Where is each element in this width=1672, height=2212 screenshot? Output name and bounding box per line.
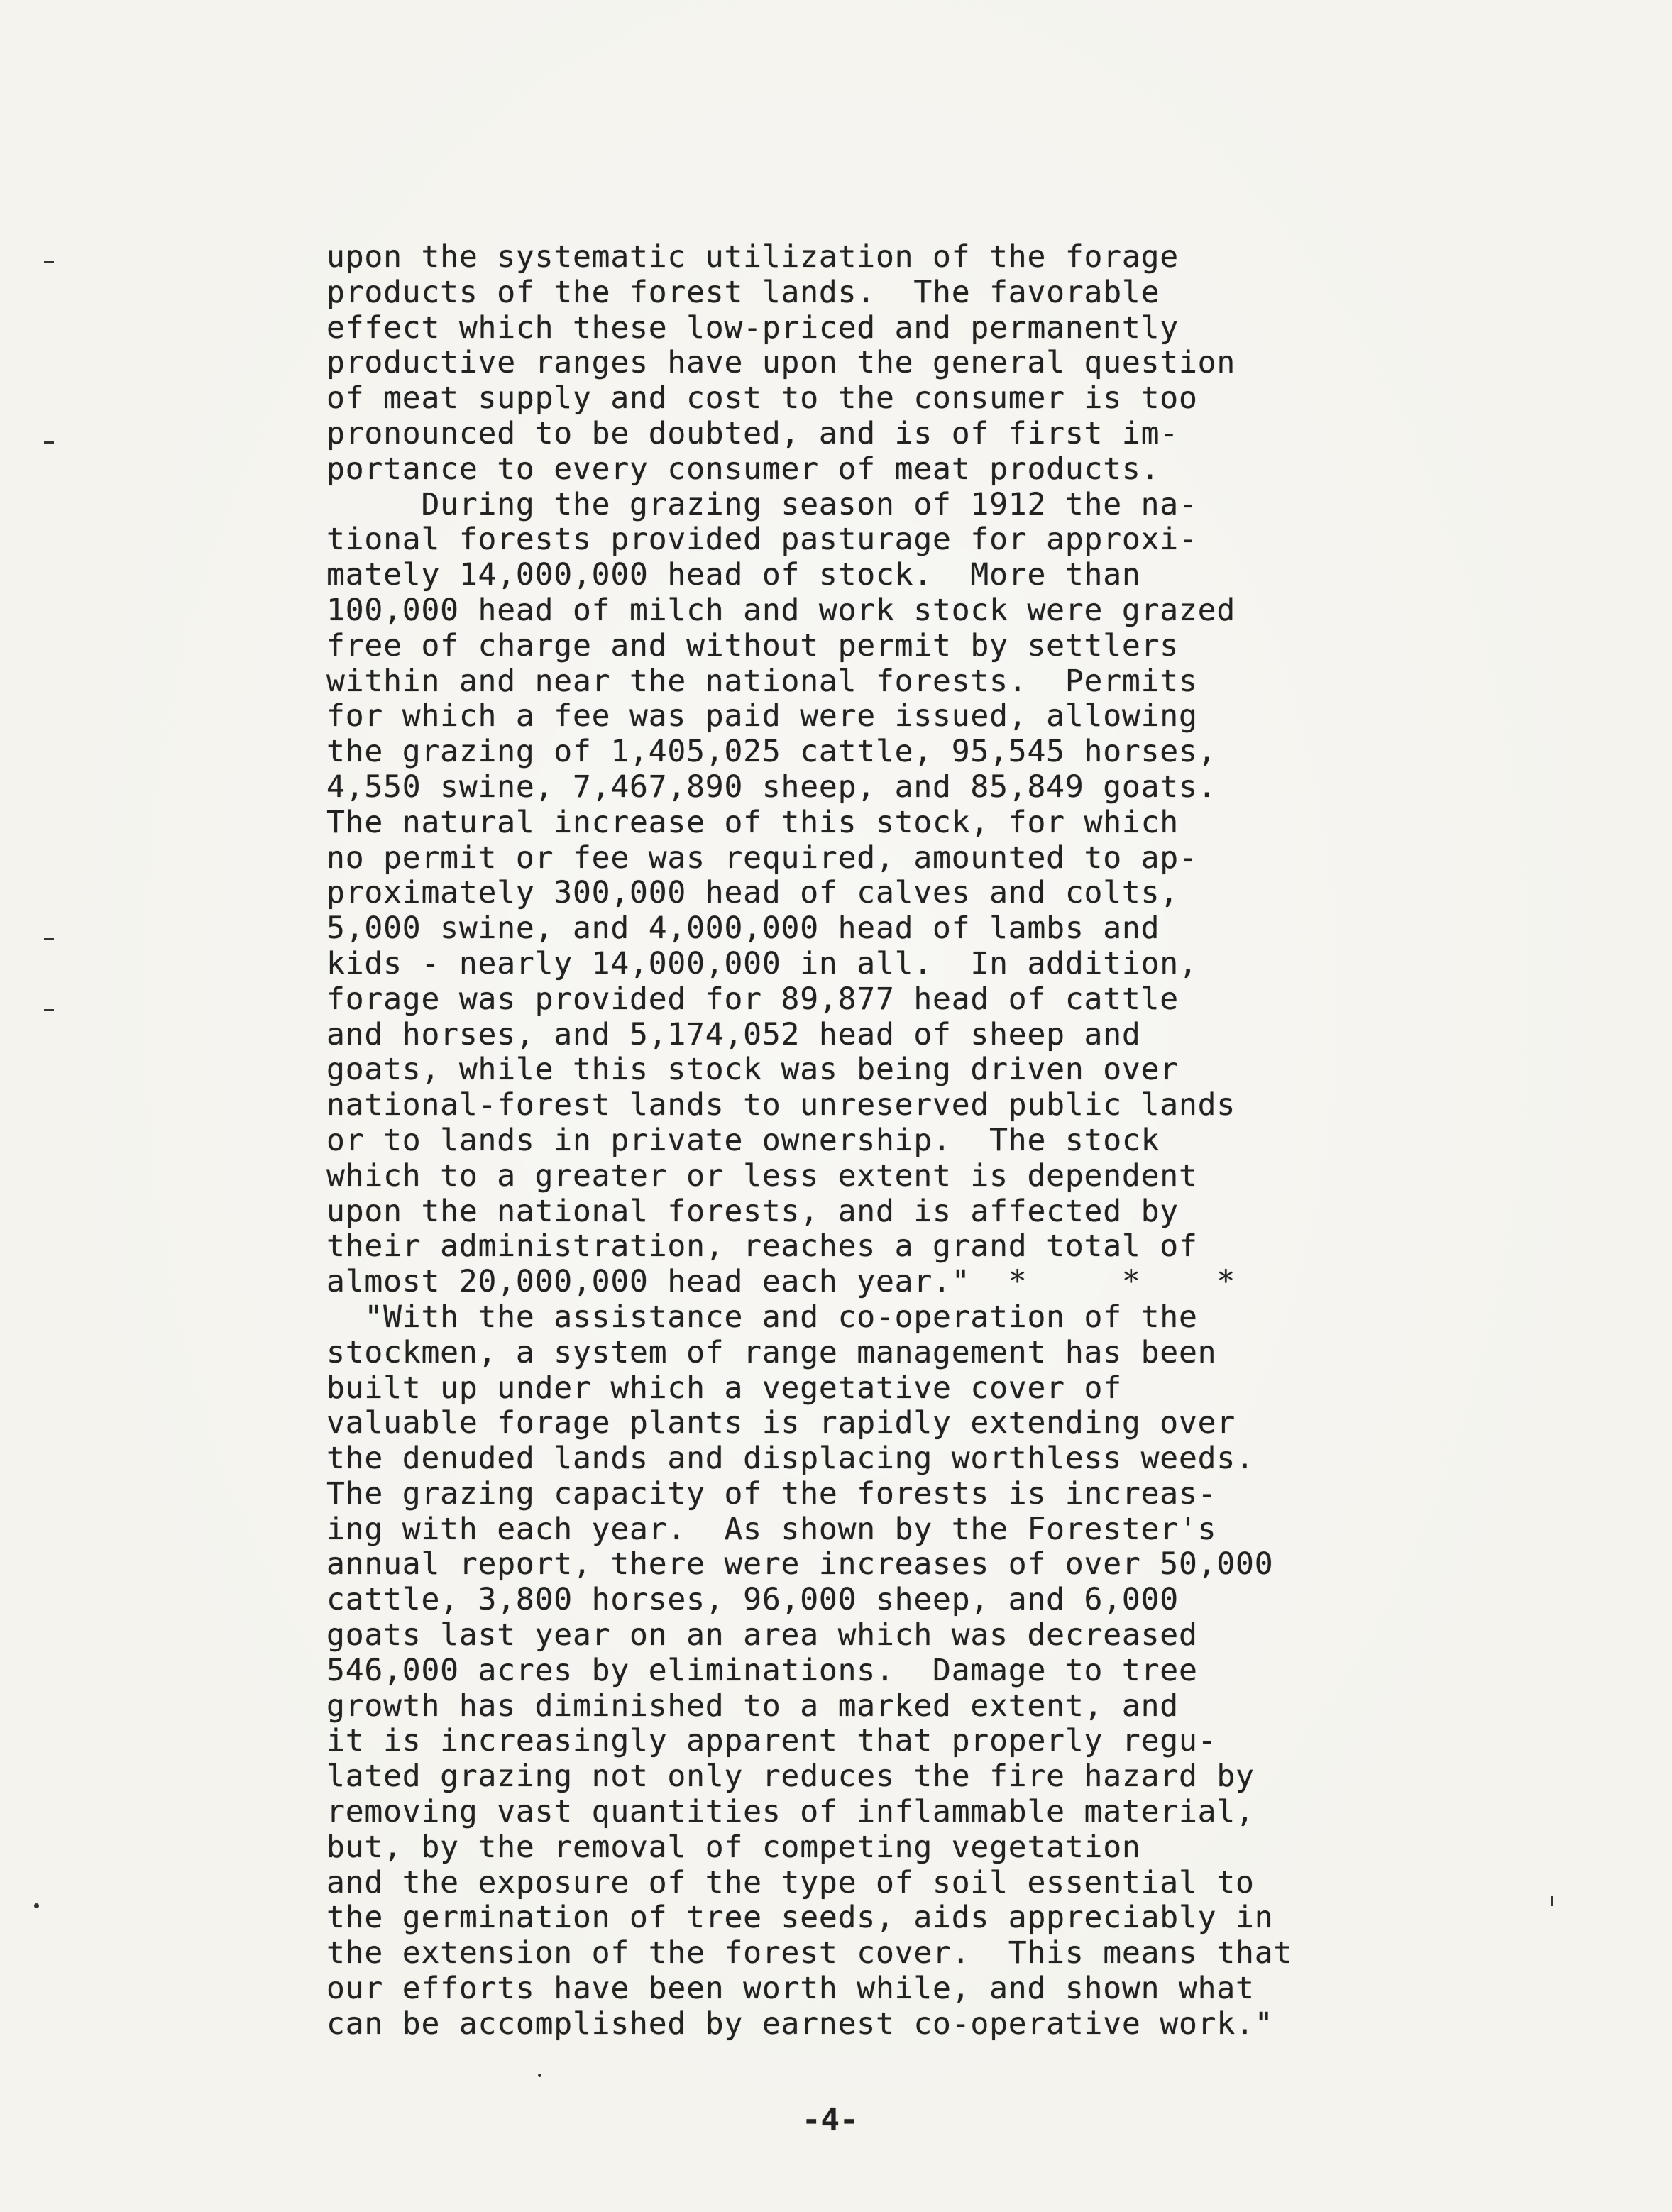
text-line: goats, while this stock was being driven over [326,1052,1179,1088]
text-line: productive ranges have upon the general question [326,345,1236,381]
text-line: of meat supply and cost to the consumer is too [326,380,1198,417]
typed-text-block [326,240,1434,2042]
text-line: removing vast quantities of inflammable material, [326,1794,1255,1830]
margin-mark [538,2074,541,2077]
text-line: 546,000 acres by eliminations. Damage to tree [326,1652,1198,1688]
text-line: During the grazing season of 1912 the na- [326,486,1198,522]
text-line: 100,000 head of milch and work stock were grazed [326,592,1236,628]
margin-mark [1551,1896,1553,1906]
text-line: no permit or fee was required, amounted to ap- [326,840,1198,876]
text-line: effect which these low-priced and permanently [326,309,1179,346]
text-line: can be accomplished by earnest co-operative work." [326,2005,1274,2042]
margin-mark [44,938,54,940]
text-line: but, by the removal of competing vegetation [326,1829,1141,1865]
text-line: and horses, and 5,174,052 head of sheep and [326,1016,1141,1052]
text-line: the grazing of 1,405,025 cattle, 95,545 horses, [326,734,1217,770]
text-line: ing with each year. As shown by the Forester's [326,1511,1217,1547]
text-line: within and near the national forests. Permits [326,663,1198,699]
text-line: pronounced to be doubted, and is of first im- [326,415,1179,451]
text-line: their administration, reaches a grand total of [326,1228,1198,1265]
margin-mark [44,441,54,444]
page-number: -4- [802,2102,859,2138]
text-line: valuable forage plants is rapidly extending over [326,1405,1236,1441]
text-line: tional forests provided pasturage for approxi- [326,522,1198,558]
text-line: forage was provided for 89,877 head of cattle [326,981,1179,1017]
margin-mark [34,1903,39,1908]
text-line: for which a fee was paid were issued, allowing [326,698,1198,734]
text-line: products of the forest lands. The favorable [326,274,1160,310]
text-line: "With the assistance and co-operation of the [326,1299,1198,1335]
text-line: The grazing capacity of the forests is increas- [326,1475,1217,1512]
text-line: free of charge and without permit by settlers [326,627,1179,664]
text-line: which to a greater or less extent is dependent [326,1157,1198,1194]
text-line: national-forest lands to unreserved public lands [326,1087,1236,1123]
text-line: our efforts have been worth while, and shown what [326,1971,1255,2007]
text-line: stockmen, a system of range management has been [326,1334,1217,1370]
text-line: 5,000 swine, and 4,000,000 head of lambs and [326,910,1160,947]
text-line: 4,550 swine, 7,467,890 sheep, and 85,849 goats. [326,769,1217,805]
text-line: upon the national forests, and is affected by [326,1193,1179,1229]
text-line: or to lands in private ownership. The stock [326,1122,1160,1158]
text-line: the germination of tree seeds, aids appreciably in [326,1900,1274,1936]
text-line: the extension of the forest cover. This means that [326,1935,1293,1971]
text-line: proximately 300,000 head of calves and colts, [326,875,1179,911]
margin-mark [44,1009,54,1011]
text-line: annual report, there were increases of over 50,000 [326,1546,1274,1583]
text-line: portance to every consumer of meat products. [326,451,1160,487]
text-line: The natural increase of this stock, for which [326,804,1179,840]
text-line: upon the systematic utilization of the forage [326,239,1179,275]
margin-mark [44,261,54,263]
text-line: and the exposure of the type of soil essential to [326,1864,1255,1900]
text-line: goats last year on an area which was decreased [326,1617,1198,1654]
text-line: it is increasingly apparent that properly regu- [326,1723,1217,1759]
text-line: lated grazing not only reduces the fire hazard by [326,1759,1255,1795]
text-line: built up under which a vegetative cover of [326,1370,1122,1406]
text-line: almost 20,000,000 head each year." * * * [326,1264,1236,1300]
text-line: cattle, 3,800 horses, 96,000 sheep, and 6,000 [326,1582,1179,1618]
text-line: growth has diminished to a marked extent, and [326,1688,1179,1724]
text-line: kids - nearly 14,000,000 in all. In addition, [326,945,1198,981]
text-line: mately 14,000,000 head of stock. More than [326,557,1141,593]
text-line: the denuded lands and displacing worthless weeds. [326,1441,1255,1477]
